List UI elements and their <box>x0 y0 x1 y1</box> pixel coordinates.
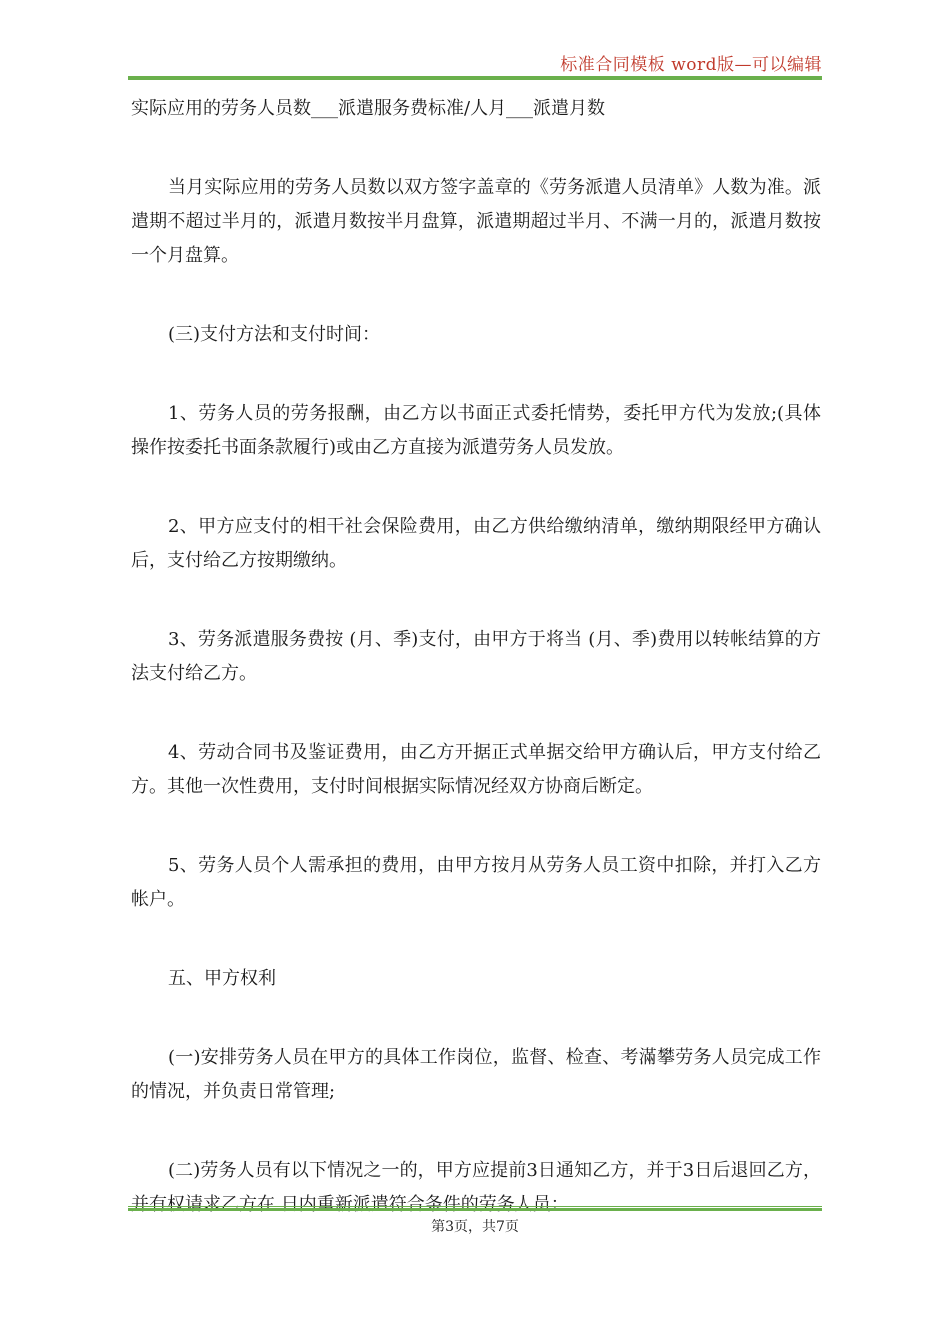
page-number: 第3页，共7页 <box>431 1219 519 1235</box>
paragraph-gap <box>131 578 821 623</box>
header-title: 标准合同模板 word版—可以编辑 <box>560 55 822 75</box>
paragraph-item-4: 4、劳动合同书及鉴证费用，由乙方开据正式单据交给甲方确认后，甲方支付给乙方。其他一次性费用，支付时间根据实际情况经双方协商后断定。 <box>131 742 821 797</box>
header-divider <box>128 76 822 80</box>
paragraph-item-5: 5、劳务人员个人需承担的费用，由甲方按月从劳务人员工资中扣除，并打入乙方帐户。 <box>131 855 821 910</box>
paragraph-formula: 实际应用的劳务人员数___派遣服务费标准/人月___派遣月数 <box>131 98 606 119</box>
document-body <box>131 92 821 1222</box>
paragraph-gap <box>131 917 821 962</box>
paragraph-gap <box>131 996 821 1041</box>
paragraph-gap <box>131 465 821 510</box>
paragraph-gap <box>131 1109 821 1154</box>
paragraph-gap <box>131 804 821 849</box>
paragraph-right-2: (二)劳务人员有以下情况之一的，甲方应提前3日通知乙方，并于3日后退回乙方，并有权请求乙方在 日内重新派遣符合条件的劳务人员： <box>131 1160 821 1215</box>
paragraph-right-1: (一)安排劳务人员在甲方的具体工作岗位，监督、检查、考滿攀劳务人员完成工作的情况，并负责日常管理; <box>131 1047 821 1102</box>
section-heading-rights: 五、甲方权利 <box>168 968 276 989</box>
paragraph-gap <box>131 691 821 736</box>
section-heading-payment: (三)支付方法和支付时间： <box>168 324 381 345</box>
paragraph-headcount: 当月实际应用的劳务人员数以双方签字盖章的《劳务派遣人员清单》人数为准。派遣期不超过半月的，派遣月数按半月盘算，派遣期超过半月、不满一月的，派遣月数按一个月盘算。 <box>131 177 821 266</box>
paragraph-gap <box>131 126 821 171</box>
paragraph-gap <box>131 273 821 318</box>
footer-divider <box>128 1206 822 1211</box>
paragraph-item-3: 3、劳务派遣服务费按 (月、季)支付，由甲方于将当 (月、季)费用以转帐结算的方法支付给乙方。 <box>131 629 821 684</box>
paragraph-item-2: 2、甲方应支付的相干社会保险费用，由乙方供给缴纳清单，缴纳期限经甲方确认后，支付给乙方按期缴纳。 <box>131 516 821 571</box>
paragraph-item-1: 1、劳务人员的劳务报酬，由乙方以书面正式委托情势，委托甲方代为发放;(具体操作按委托书面条款履行)或由乙方直接为派遣劳务人员发放。 <box>131 403 821 458</box>
paragraph-gap <box>131 352 821 397</box>
